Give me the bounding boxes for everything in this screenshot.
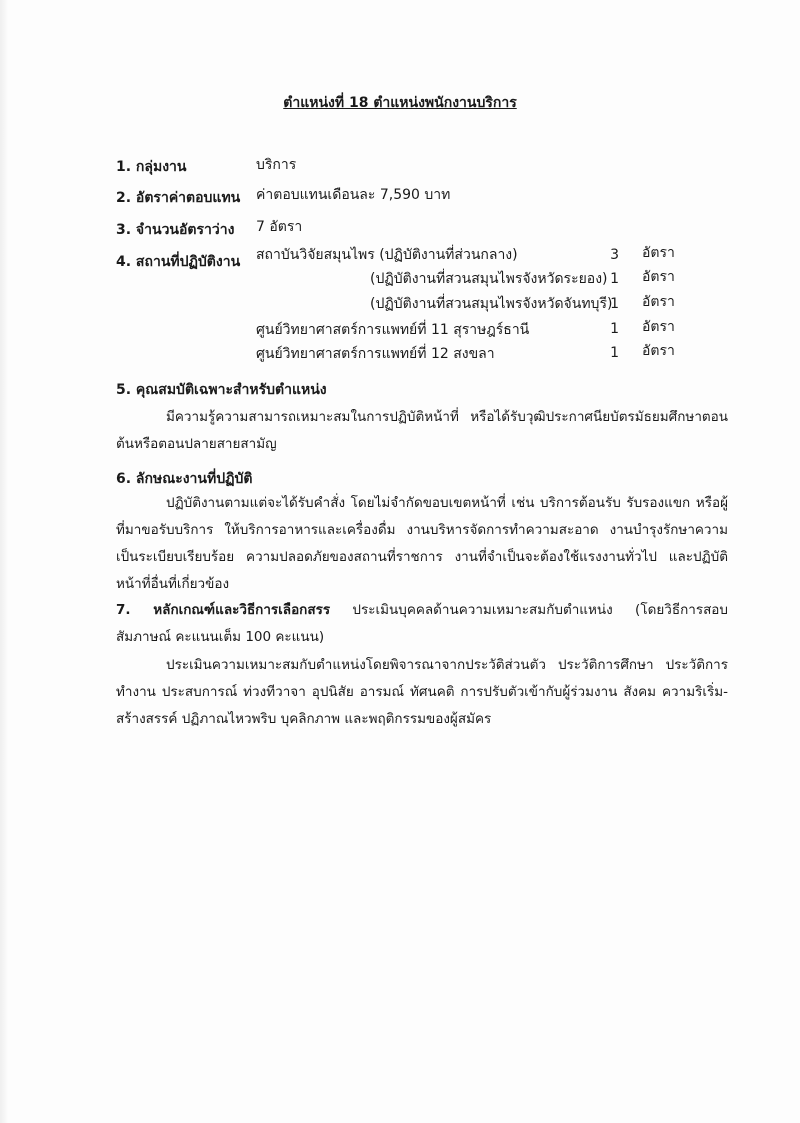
workplace-unit: อัตรา <box>642 319 675 335</box>
section-7-heading-line <box>116 597 728 651</box>
workplace-unit: อัตรา <box>642 294 675 310</box>
scan-edge-shadow <box>0 0 8 1123</box>
workplace-unit: อัตรา <box>642 269 675 285</box>
section-6-body: ปฏิบัติงานตามแต่จะได้รับคำสั่ง โดยไม่จำกัดขอบเขตหน้าที่ เช่น บริการต้อนรับ รับรองแขก หรือผู้ที่มาขอรับบริการ ให้บริการอาหารและเครื่องดื่ม งานบริหารจัดการทำความสะอาด งานบำรุงรักษาความเป็นระเบียบเรียบร้อย ความปลอดภัยของสถานที่ราชการ งานที่จำเป็นจะต้องใช้แรงงานทั่วไป และปฏิบัติหน้าที่อื่นที่เกี่ยวข้อง <box>116 495 728 592</box>
item-1-value: บริการ <box>256 157 297 173</box>
section-7-heading: 7. หลักเกณฑ์และวิธีการเลือกสรร <box>116 602 331 618</box>
section-5-body: มีความรู้ความสามารถเหมาะสมในการปฏิบัติหน้าที่ หรือได้รับวุฒิประกาศนียบัตรมัธยมศึกษาตอนต้นหรือตอนปลายสายสามัญ <box>116 409 728 452</box>
workplace-place: (ปฏิบัติงานที่สวนสมุนไพรจังหวัดจันทบุรี) <box>370 296 613 312</box>
workplace-place: (ปฏิบัติงานที่สวนสมุนไพรจังหวัดระยอง) <box>370 271 608 287</box>
workplace-count: 1 <box>610 296 619 312</box>
workplace-count: 3 <box>610 247 619 263</box>
section-7-body: ประเมินความเหมาะสมกับตำแหน่งโดยพิจารณาจากประวัติส่วนตัว ประวัติการศึกษา ประวัติการทำงาน ประสบการณ์ ท่วงทีวาจา อุปนิสัย อารมณ์ ทัศนคติ การปรับตัวเข้ากับผู้ร่วมงาน สังคม ความริเริ่ม-สร้างสรรค์ ปฏิภาณไหวพริบ บุคลิกภาพ และพฤติกรรมของผู้สมัคร <box>116 657 728 727</box>
item-2-value: ค่าตอบแทนเดือนละ 7,590 บาท <box>256 187 451 203</box>
item-2-label: 2. อัตราค่าตอบแทน <box>116 190 241 206</box>
section-5-heading: 5. คุณสมบัติเฉพาะสำหรับตำแหน่ง <box>116 382 327 398</box>
workplace-count: 1 <box>610 271 619 287</box>
item-4-label: 4. สถานที่ปฏิบัติงาน <box>116 254 241 270</box>
workplace-place: ศูนย์วิทยาศาสตร์การแพทย์ที่ 12 สงขลา <box>256 346 495 362</box>
item-3-label: 3. จำนวนอัตราว่าง <box>116 222 235 238</box>
workplace-place: สถาบันวิจัยสมุนไพร (ปฏิบัติงานที่ส่วนกลาง) <box>256 247 518 263</box>
section-7-heading-rest: ประเมินบุคคลด้านความเหมาะสมกับตำแหน่ง (โดยวิธีการสอบสัมภาษณ์ คะแนนเต็ม 100 คะแนน) <box>116 602 728 645</box>
section-6-heading: 6. ลักษณะงานที่ปฏิบัติ <box>116 471 253 487</box>
item-3-value: 7 อัตรา <box>256 219 303 235</box>
workplace-count: 1 <box>610 321 619 337</box>
page-title <box>0 92 800 114</box>
page-title-text: ตำแหน่งที่ 18 ตำแหน่งพนักงานบริการ <box>283 95 517 111</box>
workplace-unit: อัตรา <box>642 245 675 261</box>
workplace-unit: อัตรา <box>642 343 675 359</box>
item-1-label: 1. กลุ่มงาน <box>116 159 187 175</box>
workplace-count: 1 <box>610 345 619 361</box>
workplace-place: ศูนย์วิทยาศาสตร์การแพทย์ที่ 11 สุราษฎร์ธานี <box>256 322 530 338</box>
